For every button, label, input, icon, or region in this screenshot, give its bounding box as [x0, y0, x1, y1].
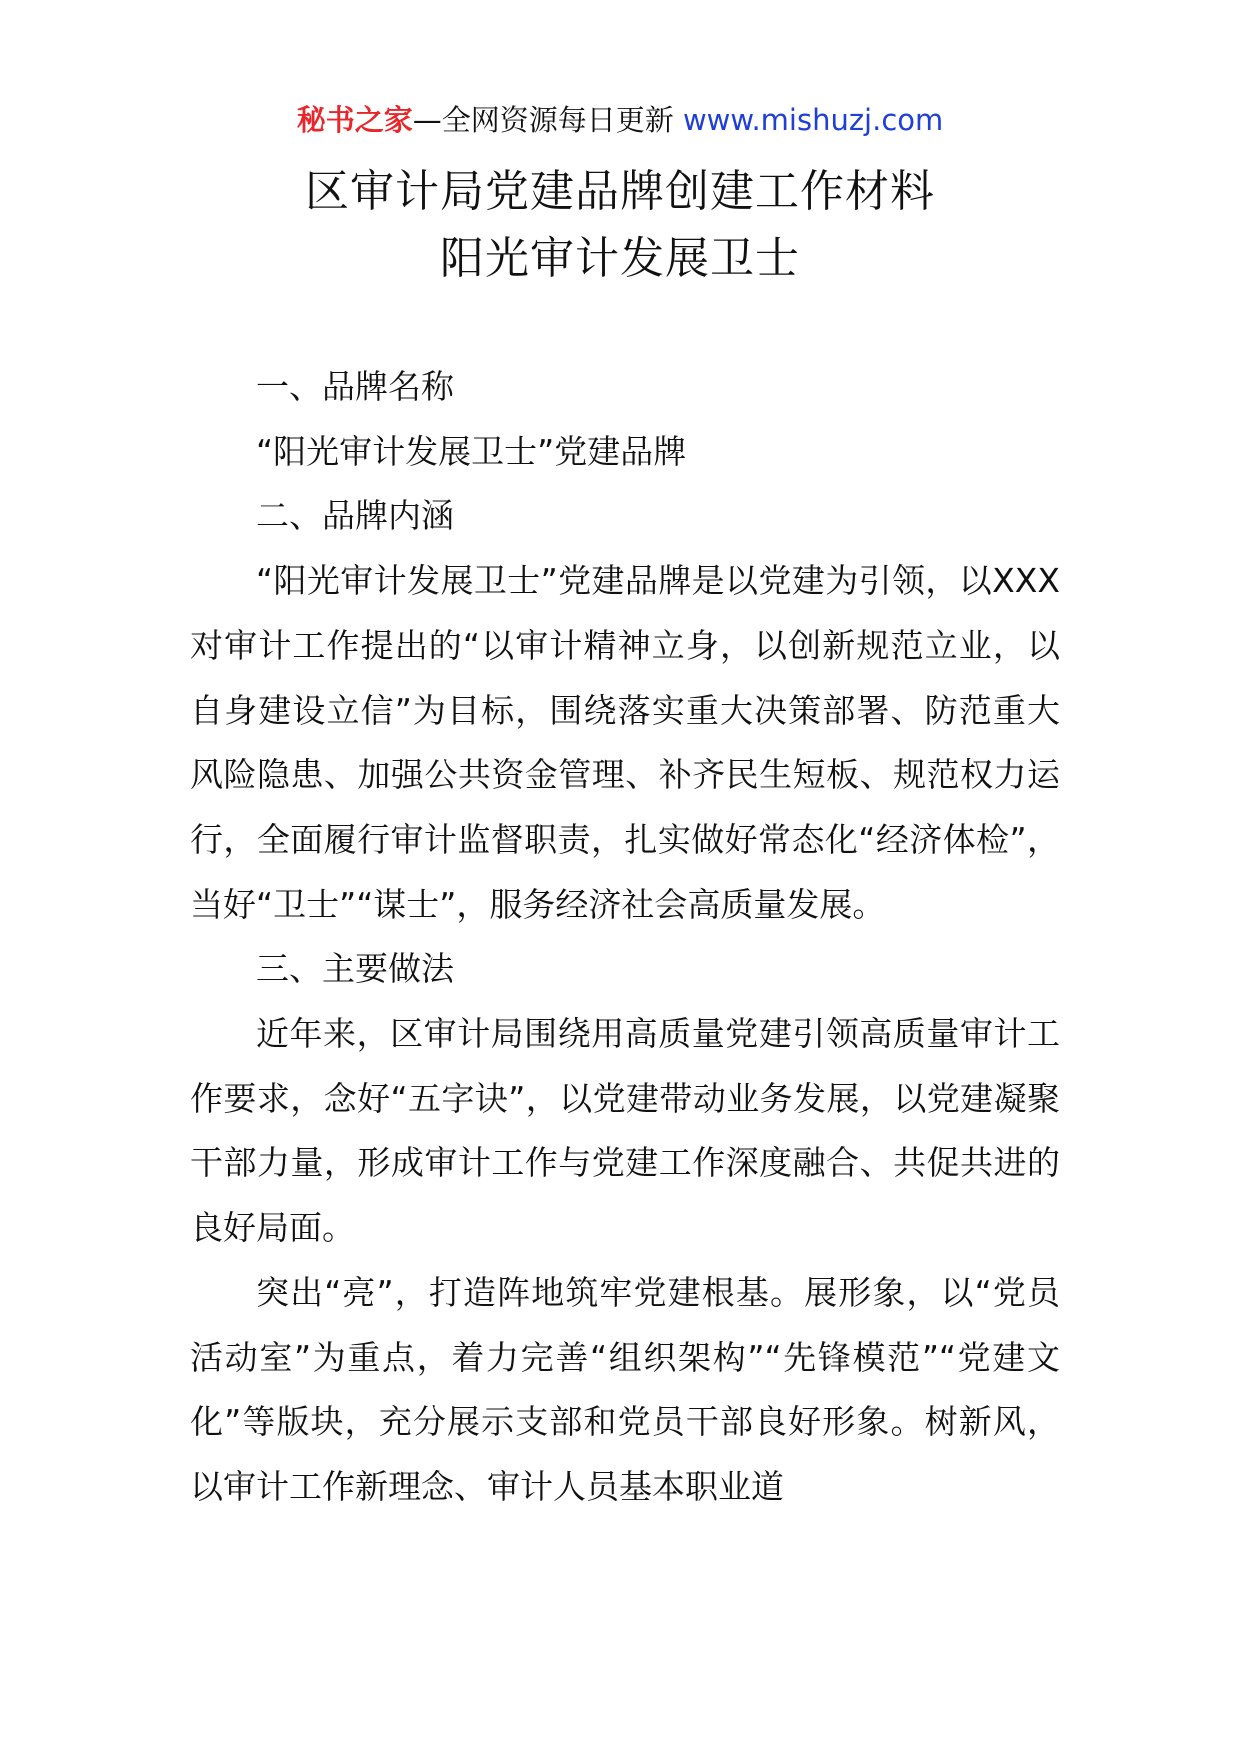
paragraph-brand-name: “阳光审计发展卫士”党建品牌 — [256, 431, 687, 471]
site-brand: 秘书之家 — [296, 103, 413, 137]
document-subtitle: 阳光审计发展卫士 — [440, 233, 800, 284]
section-heading-brand-name: 一、品牌名称 — [256, 367, 454, 406]
section-heading-brand-connotation: 二、品牌内涵 — [256, 496, 454, 536]
paragraph-practices-highlight: 突出“亮”，打造阵地筑牢党建根基。展形象，以“党员活动室”为重点，着力完善“组织架构”“先锋模范”“党建文化”等版块，充分展示支部和党员干部良好形象。树新风，以审计工作新理念、审计人员基本职业道 — [190, 1272, 1060, 1506]
site-tagline: —全网资源每日更新 — [412, 103, 674, 137]
document-title: 区审计局党建品牌创建工作材料 — [305, 166, 935, 217]
site-url-link[interactable]: www.mishuzj.com — [682, 103, 944, 137]
section-heading-main-practices: 三、主要做法 — [256, 949, 454, 989]
paragraph-brand-connotation: “阳光审计发展卫士”党建品牌是以党建为引领，以XXX对审计工作提出的“以审计精神立身，以创新规范立业，以自身建设立信”为目标，围绕落实重大决策部署、防范重大风险隐患、加强公共资金管理、补齐民生短板、规范权力运行，全面履行审计监督职责，扎实做好常态化“经济体检”，当好“卫士”“谋士”，服务经济社会高质量发展。 — [190, 561, 1060, 924]
paragraph-practices-intro: 近年来，区审计局围绕用高质量党建引领高质量审计工作要求，念好“五字诀”，以党建带动业务发展，以党建凝聚干部力量，形成审计工作与党建工作深度融合、共促共进的良好局面。 — [190, 1014, 1060, 1248]
document-body — [190, 355, 1060, 1520]
site-header — [0, 100, 1240, 140]
